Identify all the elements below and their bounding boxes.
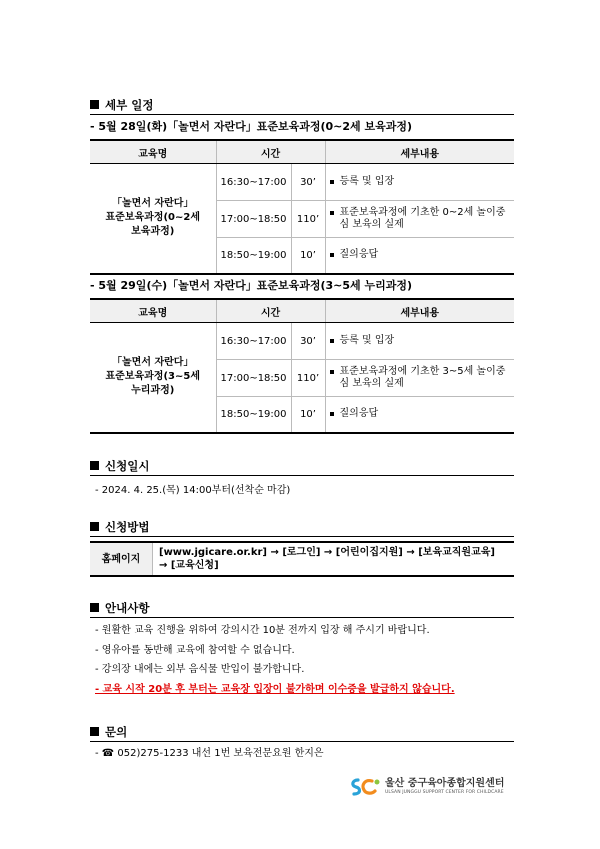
logo-subtitle: ULSAN JUNGGU SUPPORT CENTER FOR CHILDCARE <box>385 790 504 795</box>
schedule1-table <box>90 139 514 275</box>
schedule2-title: - 5월 29일(수)「놀면서 자란다」표준보육과정(3~5세 누리과정) <box>90 279 412 292</box>
section-heading-apply-date: 신청일시 <box>90 459 149 473</box>
section-divider <box>90 536 514 537</box>
apply-method-label: 홈페이지 <box>90 542 153 576</box>
col-header-name: 교육명 <box>90 299 216 323</box>
section-heading-schedule: 세부 일정 <box>90 98 153 112</box>
section-heading-contact: 문의 <box>90 725 127 739</box>
duration-cell: 30’ <box>291 323 325 360</box>
col-header-time: 시간 <box>216 140 325 164</box>
bullet-icon <box>330 339 334 343</box>
duration-cell: 10’ <box>291 397 325 433</box>
detail-cell: 질의응답 <box>325 397 514 433</box>
section-divider <box>90 114 514 115</box>
bullet-icon <box>330 370 334 374</box>
detail-cell: 표준보육과정에 기초한 3~5세 놀이중심 보육의 실제 <box>325 360 514 397</box>
col-header-detail: 세부내용 <box>325 140 514 164</box>
course-name: 「놀면서 자란다」 표준보육과정(3~5세 누리과정) <box>90 323 216 433</box>
schedule2-table <box>90 298 514 434</box>
time-cell: 16:30~17:00 <box>216 323 291 360</box>
col-header-name: 교육명 <box>90 140 216 164</box>
time-cell: 16:30~17:00 <box>216 164 291 201</box>
notice-item: - 영유아를 동반해 교육에 참여할 수 없습니다. <box>95 645 295 656</box>
section-divider <box>90 741 514 742</box>
contact-text: - ☎ 052)275-1233 내선 1번 보육전문요원 한지은 <box>95 748 324 759</box>
detail-cell: 질의응답 <box>325 238 514 274</box>
section-divider <box>90 617 514 618</box>
col-header-detail: 세부내용 <box>325 299 514 323</box>
section-heading-notice: 안내사항 <box>90 601 149 615</box>
notice-item-warning: - 교육 시작 20분 후 부터는 교육장 입장이 불가하며 이수증을 발급하지 않습니다. <box>95 684 455 695</box>
col-header-time: 시간 <box>216 299 325 323</box>
bullet-icon <box>330 412 334 416</box>
duration-cell: 110’ <box>291 201 325 238</box>
apply-method-table <box>90 541 514 577</box>
logo-name: 울산 중구육아종합지원센터 <box>385 778 505 789</box>
duration-cell: 110’ <box>291 360 325 397</box>
logo-mark-icon <box>348 776 382 798</box>
notice-item: - 강의장 내에는 외부 음식물 반입이 불가합니다. <box>95 664 305 675</box>
apply-method-steps: [www.jgicare.or.kr] → [로그인] → [어린이집지원] → [보육교직원교육] → [교육신청] <box>159 547 495 571</box>
bullet-icon <box>330 180 334 184</box>
center-logo <box>348 776 504 798</box>
schedule1-title: - 5월 28일(화)「놀면서 자란다」표준보육과정(0~2세 보육과정) <box>90 120 412 133</box>
section-divider <box>90 475 514 476</box>
bullet-icon <box>330 211 334 215</box>
time-cell: 18:50~19:00 <box>216 397 291 433</box>
time-cell: 17:00~18:50 <box>216 360 291 397</box>
detail-cell: 등록 및 입장 <box>325 323 514 360</box>
duration-cell: 30’ <box>291 164 325 201</box>
bullet-icon <box>330 253 334 257</box>
section-heading-apply-method: 신청방법 <box>90 520 149 534</box>
duration-cell: 10’ <box>291 238 325 274</box>
notice-item: - 원활한 교육 진행을 위하여 강의시간 10분 전까지 입장 해 주시기 바랍니다. <box>95 625 430 636</box>
detail-cell: 표준보육과정에 기초한 0~2세 놀이중심 보육의 실제 <box>325 201 514 238</box>
apply-date-text: - 2024. 4. 25.(목) 14:00부터(선착순 마감) <box>95 485 291 496</box>
course-name: 「놀면서 자란다」 표준보육과정(0~2세 보육과정) <box>90 164 216 274</box>
time-cell: 18:50~19:00 <box>216 238 291 274</box>
time-cell: 17:00~18:50 <box>216 201 291 238</box>
detail-cell: 등록 및 입장 <box>325 164 514 201</box>
